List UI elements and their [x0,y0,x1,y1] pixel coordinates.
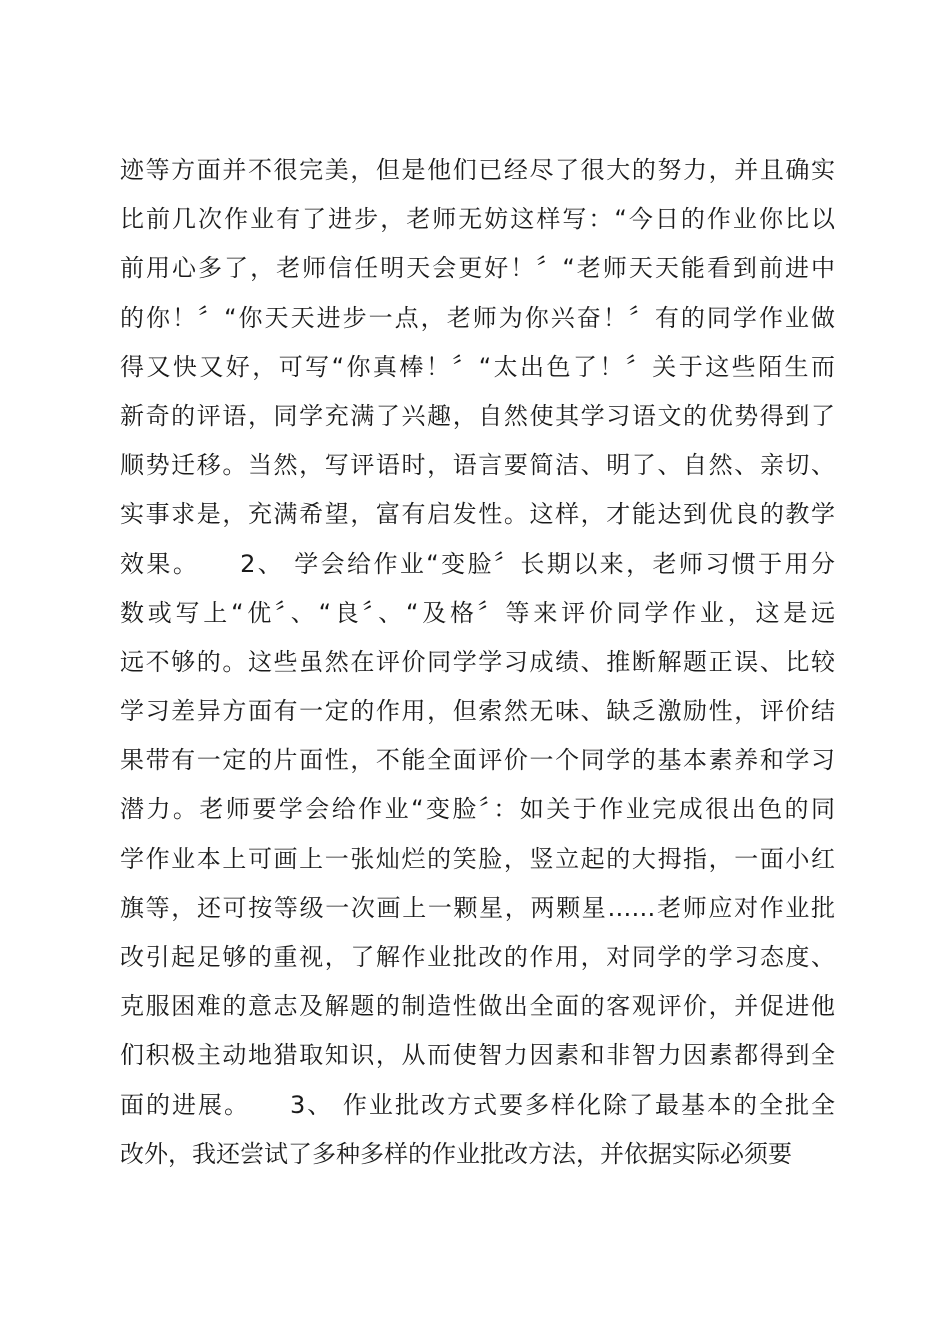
text-line: 前用心多了，老师信任明天会更好！〞“老师天天能看到前进中 [120,254,835,283]
text-line: 旗等，还可按等级一次画上一颗星，两颗星……老师应对作业批 [120,893,835,922]
text-line: 顺势迁移。当然，写评语时，语言要简洁、明了、自然、亲切、 [120,451,835,480]
text-line: 实事求是，充满希望，富有启发性。这样，才能达到优良的教学 [120,500,835,529]
text-line: 效果。 2、 学会给作业“变脸〞长期以来，老师习惯于用分 [120,549,835,578]
text-line: 们积极主动地猎取知识，从而使智力因素和非智力因素都得到全 [120,1041,835,1070]
text-line: 面的进展。 3、 作业批改方式要多样化除了最基本的全批全 [120,1090,835,1119]
text-line: 改引起足够的重视，了解作业批改的作用，对同学的学习态度、 [120,943,835,971]
text-line: 得又快又好，可写“你真棒！〞“太出色了！〞关于这些陌生而 [120,352,835,381]
text-line: 的你！〞“你天天进步一点，老师为你兴奋！〞有的同学作业做 [120,303,835,332]
text-line: 远不够的。这些虽然在评价同学学习成绩、推断解题正误、比较 [120,647,835,676]
text-line: 迹等方面并不很完美，但是他们已经尽了很大的努力，并且确实 [120,156,835,184]
text-line: 数或写上“优〞、“良〞、“及格〞等来评价同学作业，这是远 [120,598,835,627]
text-line: 新奇的评语，同学充满了兴趣，自然使其学习语文的优势得到了 [120,401,835,430]
text-line: 克服困难的意志及解题的制造性做出全面的客观评价，并促进他 [120,992,835,1021]
text-line: 改外，我还尝试了多种多样的作业批改方法，并依据实际必须要 [120,1139,792,1168]
text-line: 果带有一定的片面性，不能全面评价一个同学的基本素养和学习 [120,746,835,775]
text-line: 学作业本上可画上一张灿烂的笑脸，竖立起的大拇指，一面小红 [120,844,835,873]
text-line: 学习差异方面有一定的作用，但索然无味、缺乏激励性，评价结 [120,697,835,726]
text-line: 比前几次作业有了进步，老师无妨这样写：“今日的作业你比以 [120,205,835,234]
text-line: 潜力。老师要学会给作业“变脸〞：如关于作业完成很出色的同 [120,795,835,824]
document-body [120,146,835,1179]
